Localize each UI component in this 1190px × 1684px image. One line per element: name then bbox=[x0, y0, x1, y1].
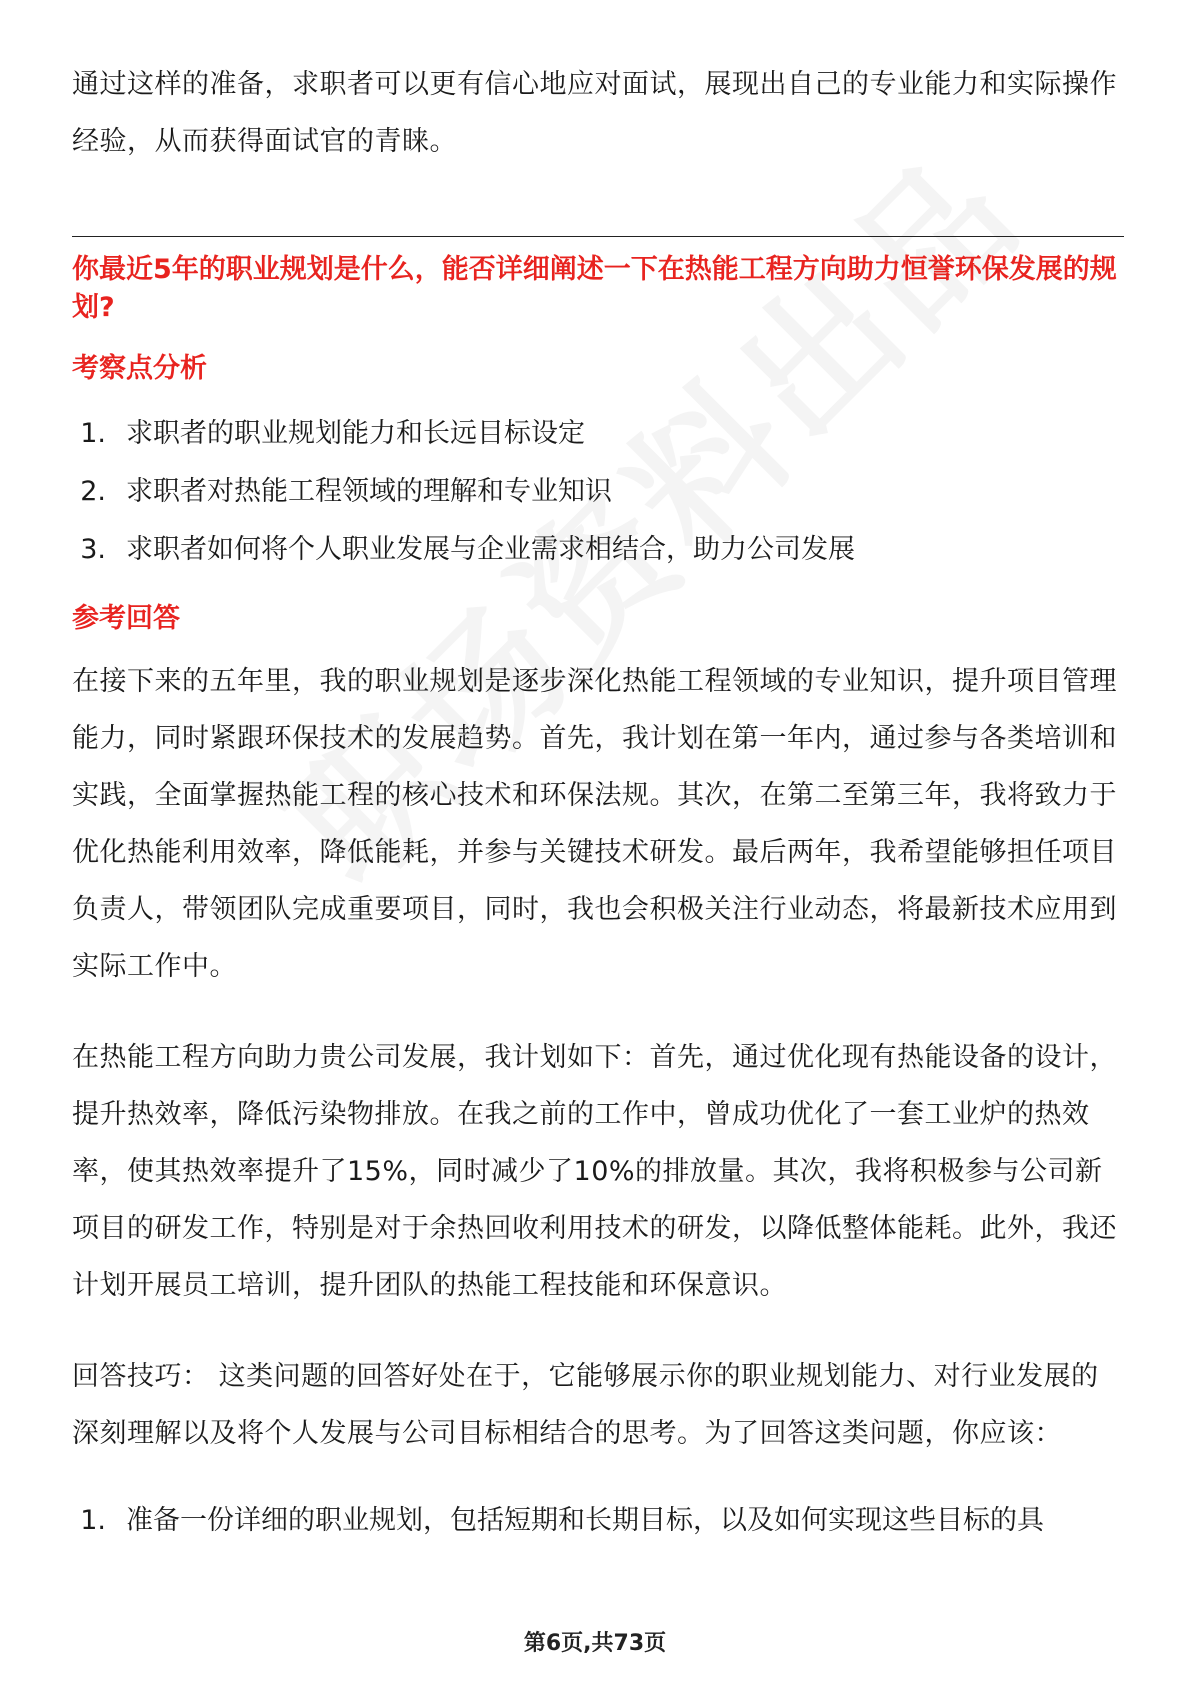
analysis-list bbox=[72, 405, 1124, 579]
intro-paragraph: 通过这样的准备，求职者可以更有信心地应对面试，展现出自己的专业能力和实际操作经验，从而获得面试官的青睐。 bbox=[72, 69, 1117, 157]
list-item bbox=[72, 521, 1124, 579]
list-item-text: 准备一份详细的职业规划，包括短期和长期目标，以及如何实现这些目标的具 bbox=[126, 1505, 1044, 1536]
tips-list bbox=[72, 1492, 1124, 1550]
list-item bbox=[72, 1492, 1124, 1550]
section-divider bbox=[72, 236, 1124, 237]
list-number: 1. bbox=[80, 418, 106, 449]
list-number: 2. bbox=[80, 476, 106, 507]
answer-heading: 参考回答 bbox=[72, 603, 180, 634]
answer-paragraph: 在热能工程方向助力贵公司发展，我计划如下：首先，通过优化现有热能设备的设计，提升热效率，降低污染物排放。在我之前的工作中，曾成功优化了一套工业炉的热效率，使其热效率提升了15%，同时减少了10%的排放量。其次，我将积极参与公司新项目的研发工作，特别是对于余热回收利用技术的研发，以降低整体能耗。此外，我还计划开展员工培训，提升团队的热能工程技能和环保意识。 bbox=[72, 1042, 1117, 1301]
list-item-text: 求职者的职业规划能力和长远目标设定 bbox=[126, 418, 585, 449]
list-item bbox=[72, 463, 1124, 521]
list-number: 3. bbox=[80, 534, 106, 565]
list-item-text: 求职者如何将个人职业发展与企业需求相结合，助力公司发展 bbox=[126, 534, 855, 565]
list-item bbox=[72, 405, 1124, 463]
list-number: 1. bbox=[80, 1505, 106, 1536]
question-heading: 你最近5年的职业规划是什么，能否详细阐述一下在热能工程方向助力恒誉环保发展的规划? bbox=[72, 254, 1117, 323]
tips-paragraph: 回答技巧： 这类问题的回答好处在于，它能够展示你的职业规划能力、对行业发展的深刻理解以及将个人发展与公司目标相结合的思考。为了回答这类问题，你应该： bbox=[72, 1361, 1099, 1449]
document-page bbox=[72, 56, 1124, 1550]
analysis-heading: 考察点分析 bbox=[72, 353, 207, 384]
list-item-text: 求职者对热能工程领域的理解和专业知识 bbox=[126, 476, 612, 507]
answer-paragraph: 在接下来的五年里，我的职业规划是逐步深化热能工程领域的专业知识，提升项目管理能力，同时紧跟环保技术的发展趋势。首先，我计划在第一年内，通过参与各类培训和实践，全面掌握热能工程的核心技术和环保法规。其次，在第二至第三年，我将致力于优化热能利用效率，降低能耗，并参与关键技术研发。最后两年，我希望能够担任项目负责人，带领团队完成重要项目，同时，我也会积极关注行业动态，将最新技术应用到实际工作中。 bbox=[72, 666, 1117, 982]
page-footer: 第6页,共73页 bbox=[523, 1631, 667, 1656]
